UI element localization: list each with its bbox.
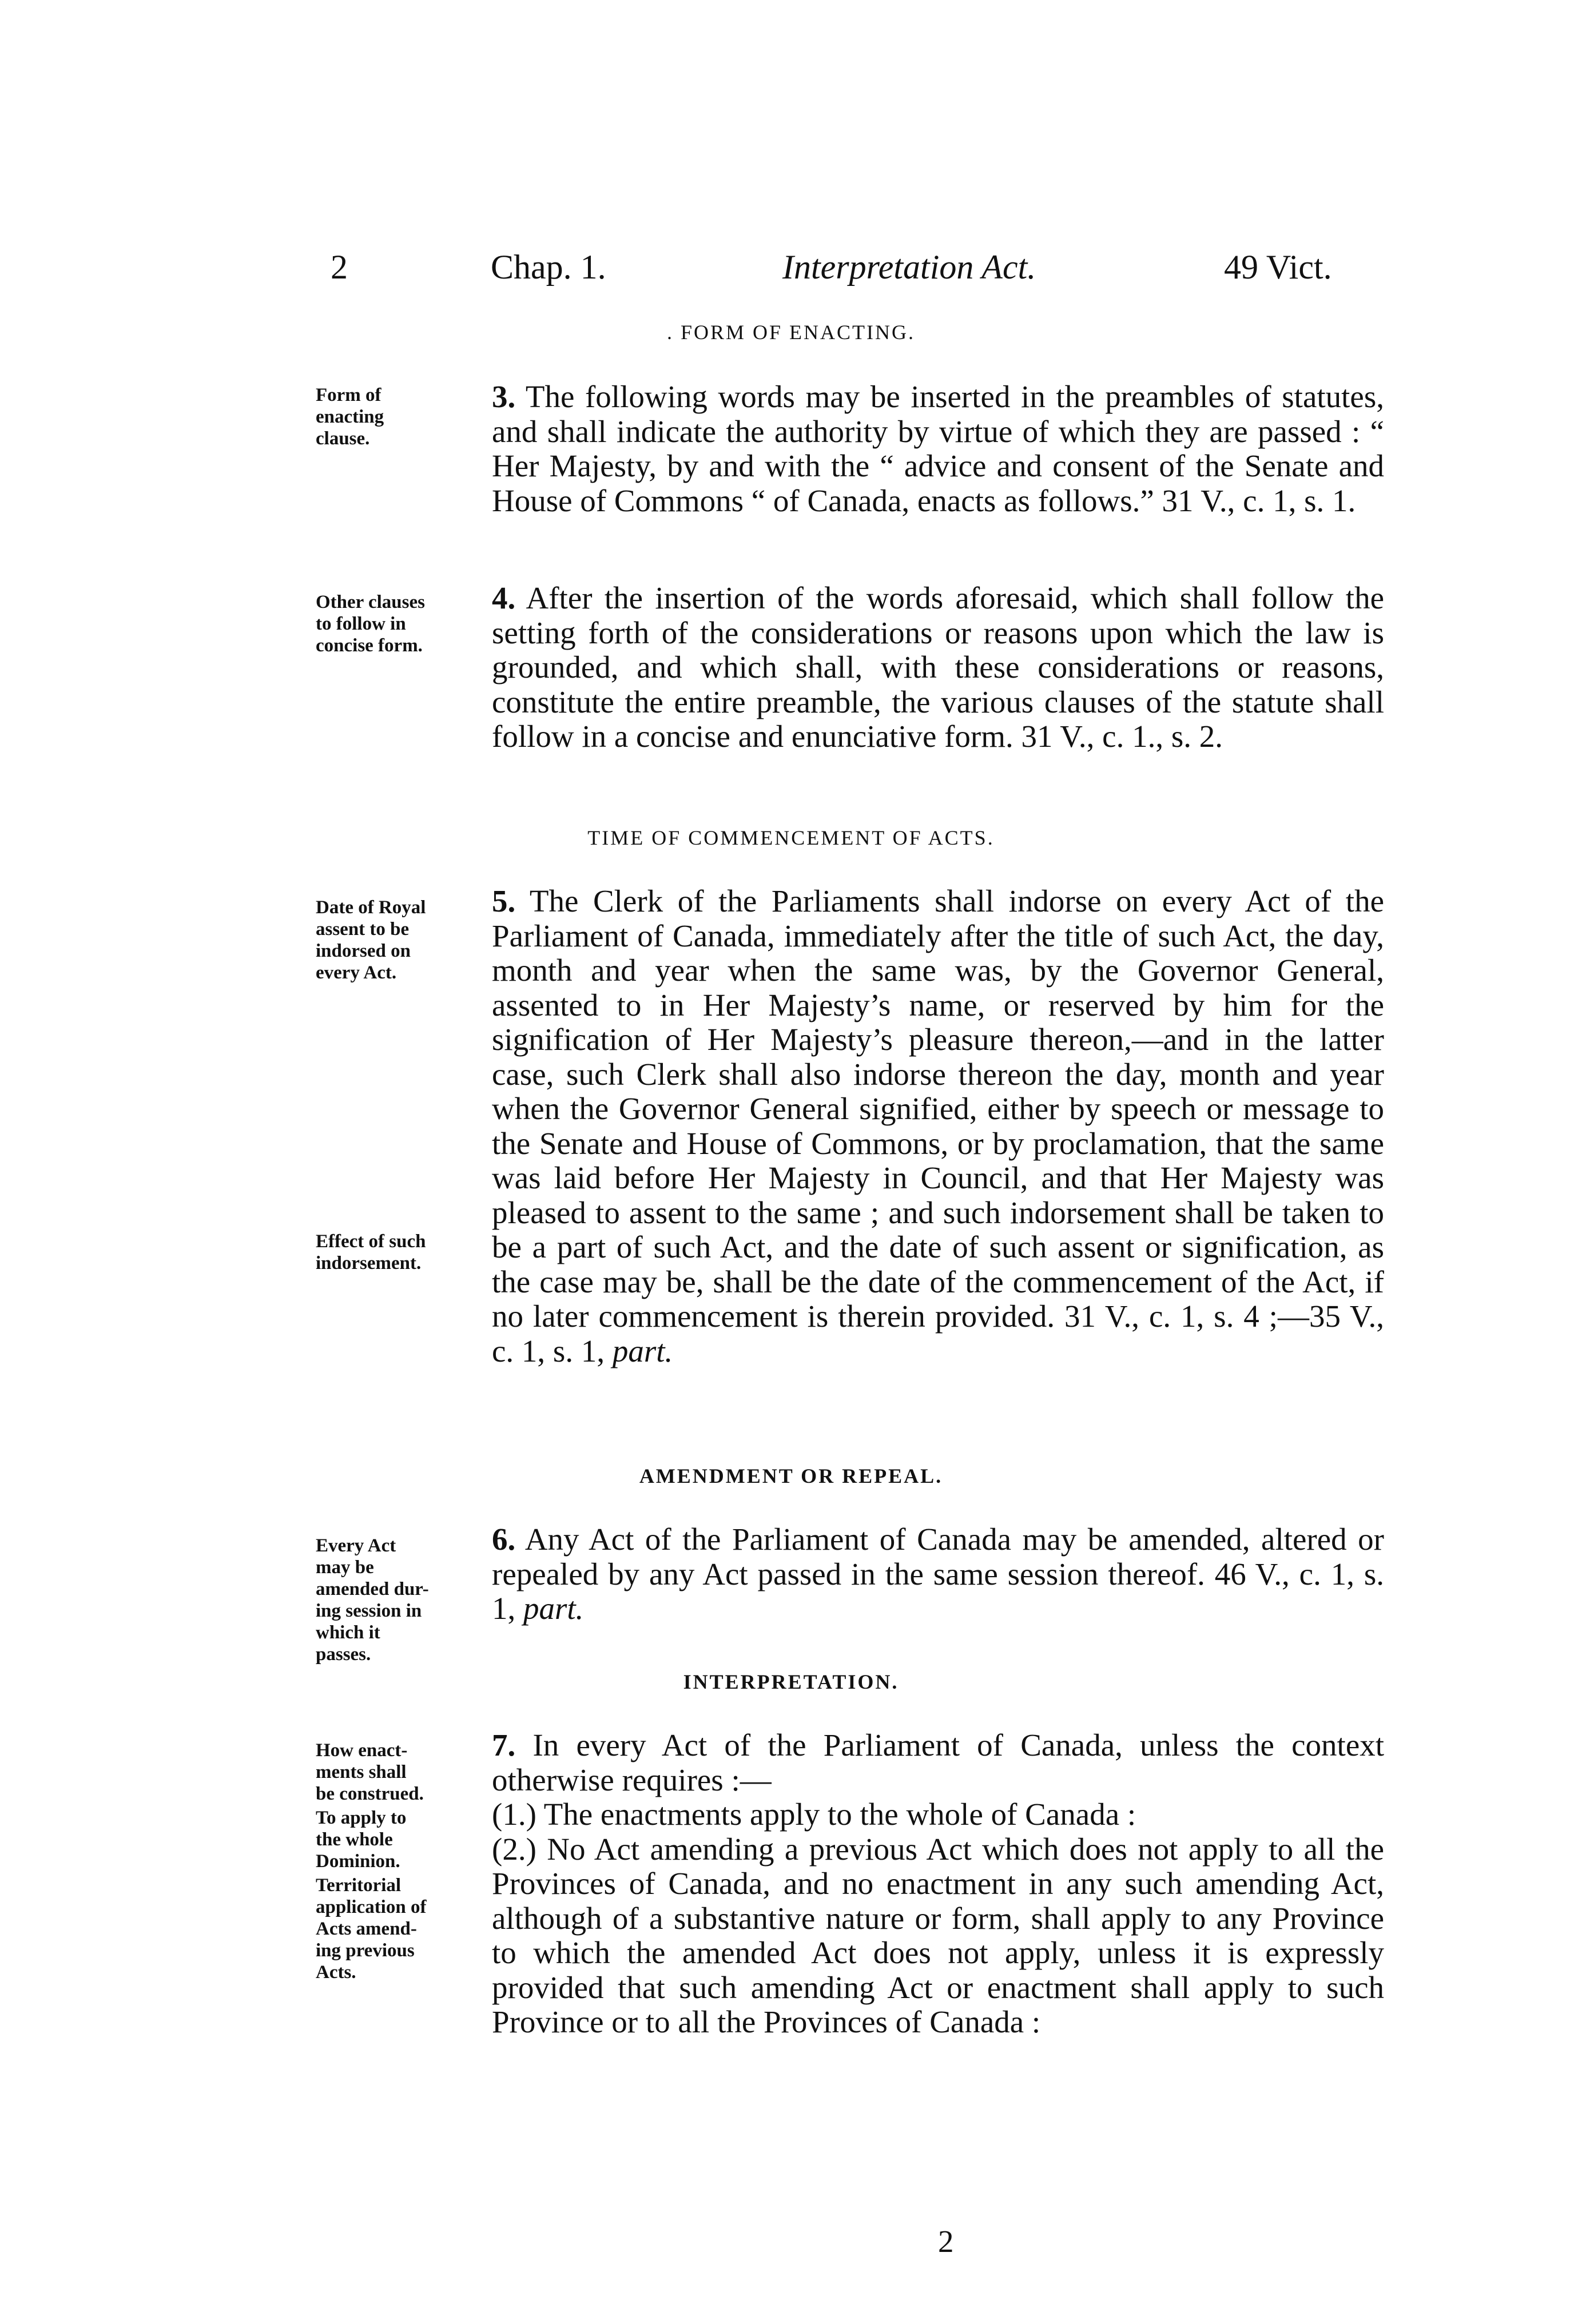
margin-note-other-clauses: Other clauses to follow in concise form. [316,592,425,656]
margin-note-effect-of-indorsement: Effect of such indorsement. [316,1231,426,1274]
section-5 [492,884,1384,1368]
section-6 [492,1522,1384,1626]
section-number: 7. [492,1728,516,1762]
margin-note-whole-dominion: To apply to the whole Dominion. [316,1808,407,1872]
section-text-tail: part. [612,1333,673,1368]
section-3 [492,380,1384,518]
running-title: Interpretation Act. [782,248,1036,286]
margin-note-territorial-application: Territorial application of Acts amend- ing previous Acts. [316,1875,427,1983]
heading-time-of-commencement: TIME OF COMMENCEMENT OF ACTS. [587,826,995,849]
margin-note-date-of-royal-assent: Date of Royal assent to be indorsed on every Act. [316,897,426,983]
chapter-label: Chap. 1. [491,248,606,286]
heading-amendment-or-repeal: AMENDMENT OR REPEAL. [639,1465,943,1487]
subsection-2: (2.) No Act amending a previous Act which does not apply to all the Provinces of Canada, and no enactment in any such amending Act, although of a substantive nature or form, shall apply to any Province to which the amended Act does not apply, unless it is expressly provided that such amending Act or enactment shall apply to such Province or to all the Provinces of Canada : [492,1831,1384,2039]
section-number: 6. [492,1522,516,1557]
heading-form-of-enacting: . FORM OF ENACTING. [666,321,916,344]
section-text-tail: part. [523,1591,584,1626]
signature-mark: 2 [938,2224,954,2259]
section-text: The following words may be inserted in the preambles of statutes, and shall indicate the authority by virtue of which they are passed : “ Her Majesty, by and with the “ advice and consent of the Senate and House of Commons “ of Canada, enacts as follows.” 31 V., c. 1, s. 1. [492,379,1384,518]
section-text: In every Act of the Parliament of Canada, unless the context otherwise requires :— [492,1728,1385,1797]
section-number: 4. [492,580,516,615]
section-text: Any Act of the Parliament of Canada may be amended, altered or repealed by any Act passed in the same session thereof. 46 V., c. 1, s. 1, [492,1522,1384,1626]
margin-note-every-act-amended: Every Act may be amended dur- ing session in which it passes. [316,1535,429,1665]
margin-note-form-of-enacting: Form of enacting clause. [316,385,384,449]
subsection-1: (1.) The enactments apply to the whole of Canada : [492,1797,1136,1832]
section-7 [492,1728,1384,2040]
section-4 [492,581,1384,754]
regnal-year: 49 Vict. [1224,248,1332,286]
margin-note-how-construed: How enact- ments shall be construed. [316,1740,424,1804]
section-text: The Clerk of the Parliaments shall indorse on every Act of the Parliament of Canada, immediately after the title of such Act, the day, month and year when the same was, by the Governor General, assented to in Her Majesty’s name, or reserved by him for the signification of Her Majesty’s pleasure thereon,—and in the latter case, such Clerk shall also indorse thereon the day, month and year when the Governor General signified, either by speech or message to the Senate and House of Commons, or by proclamation, that the same was laid before Her Majesty in Council, and that Her Majesty was pleased to assent to the same ; and such indorsement shall be taken to be a part of such Act, and the date of such assent or signification, as the case may be, shall be the date of the commencement of the Act, if no later commencement is therein provided. 31 V., c. 1, s. 4 ;—35 V., c. 1, s. 1, [492,884,1384,1368]
heading-interpretation: INTERPRETATION. [683,1670,899,1693]
section-text: After the insertion of the words aforesaid, which shall follow the setting forth of the considerations or reasons upon which the law is grounded, and which shall, with these considerations or reasons, constitute the entire preamble, the various clauses of the statute shall follow in a concise and enunciative form. 31 V., c. 1., s. 2. [492,580,1384,754]
page-number: 2 [331,248,348,286]
section-number: 3. [492,379,516,414]
section-number: 5. [492,884,516,918]
